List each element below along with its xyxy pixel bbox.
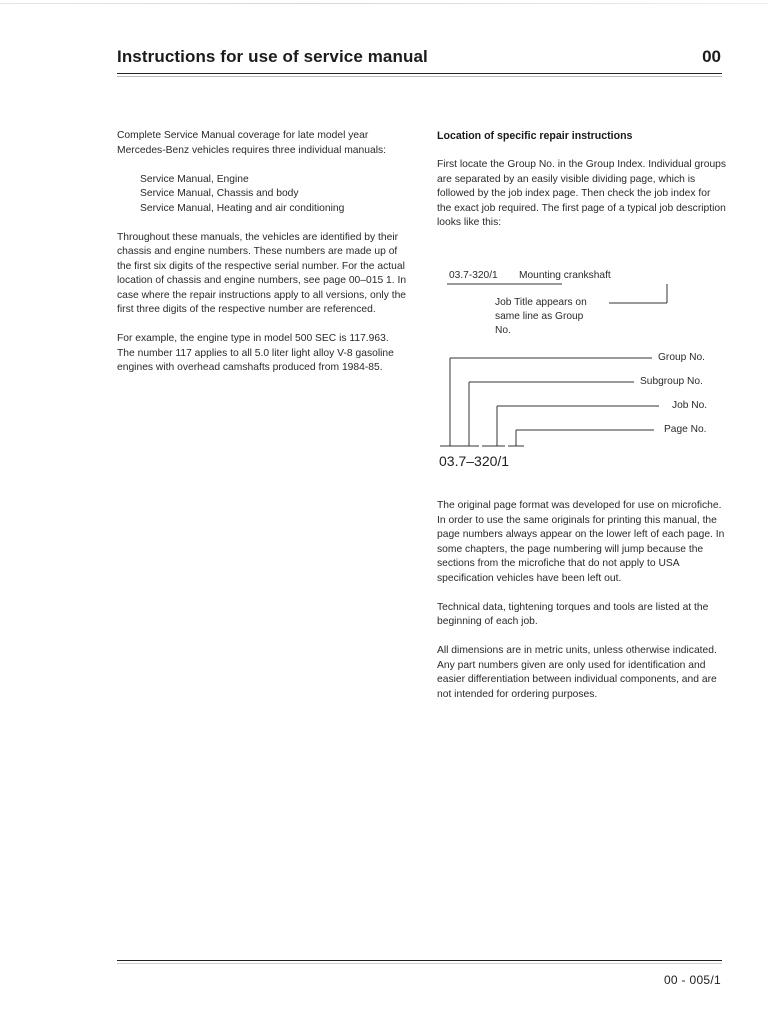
right-column-lower (437, 499, 727, 702)
manual-item: Service Manual, Chassis and body (140, 188, 299, 199)
footer-rule-secondary (117, 963, 722, 964)
section-heading: Location of specific repair instructions (437, 130, 633, 142)
diagram-job-code: 03.7-320/1 (449, 270, 498, 281)
manual-item: Service Manual, Heating and air conditioning (140, 202, 345, 214)
label-page-no: Page No. (664, 424, 707, 435)
original-format-paragraph: The original page format was developed for use on microfiche. In order to use the same originals for printing this manual, the page numbers always appear on the lower left of each page. In some chapters, the page numbering will jump because the sections from the microfiche that do not apply to USA specification vehicles have been left out. (437, 500, 725, 584)
technical-data-paragraph: Technical data, tightening torques and tools are listed at the beginning of each job. (437, 601, 709, 627)
job-number-diagram (437, 264, 727, 479)
identification-paragraph: Throughout these manuals, the vehicles are identified by their chassis and engine numbers. These numbers are made up of the first six digits of the respective serial number. For the actual location of chassis and engine numbers, see page 00–015 1. In case where the repair instructions apply to all versions, only the first three digits of the respective number are referenced. (117, 231, 407, 315)
group-number: 00 (702, 47, 721, 66)
manual-list (117, 173, 407, 217)
label-subgroup-no: Subgroup No. (640, 376, 703, 387)
locate-paragraph: First locate the Group No. in the Group Index. Individual groups are separated by an easily visible dividing page, which is followed by the job index page. Then check the job index for the exact job required. The first page of a typical job description looks like this: (437, 159, 727, 228)
label-group-no: Group No. (658, 352, 705, 363)
example-paragraph: For example, the engine type in model 500 SEC is 117.963. The number 117 applies to all 5.0 liter light alloy V-8 gasoline engines with overhead camshafts produced from 1984-85. (117, 333, 394, 373)
diagram-note-line: same line as Group (495, 311, 584, 322)
diagram-job-title: Mounting crankshaft (519, 270, 611, 281)
scan-edge-line (0, 3, 768, 4)
manual-item: Service Manual, Engine (140, 173, 249, 185)
diagram-example-code: 03.7–320/1 (439, 453, 510, 469)
intro-paragraph: Complete Service Manual coverage for late model year Mercedes-Benz vehicles requires three individual manuals: (117, 130, 386, 156)
diagram-note-line: No. (495, 325, 511, 336)
header-rule-secondary (117, 76, 722, 77)
left-column (117, 129, 407, 376)
header-rule (117, 73, 722, 74)
footer-rule (117, 960, 722, 961)
right-column (437, 129, 727, 231)
page-title: Instructions for use of service manual (117, 47, 428, 66)
diagram-note-line: Job Title appears on (495, 297, 587, 308)
dimensions-paragraph: All dimensions are in metric units, unless otherwise indicated. Any part numbers given are only used for identification and easier differentiation between individual components, and are not intended for ordering purposes. (437, 645, 717, 700)
page-number: 00 - 005/1 (663, 973, 721, 987)
label-job-no: Job No. (672, 400, 708, 411)
